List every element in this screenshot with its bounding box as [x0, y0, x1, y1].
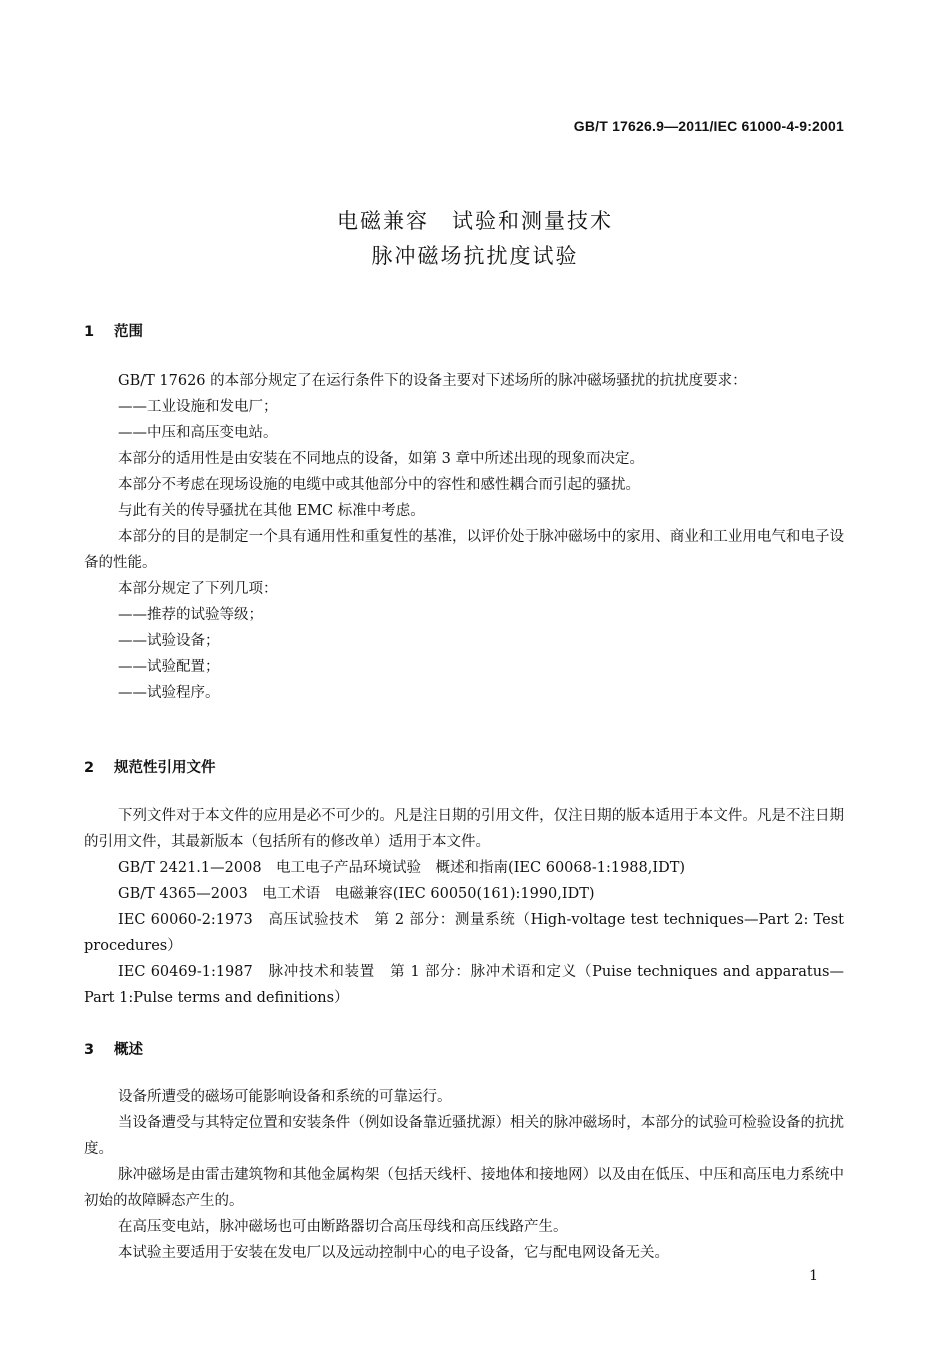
paragraph: 下列文件对于本文件的应用是必不可少的。凡是注日期的引用文件，仅注日期的版本适用于本文件。凡是不注日期的引用文件，其最新版本（包括所有的修改单）适用于本文件。 [84, 808, 844, 850]
section-3-heading [84, 1038, 143, 1059]
paragraph: 当设备遭受与其特定位置和安装条件（例如设备靠近骚扰源）相关的脉冲磁场时，本部分的试验可检验设备的抗扰度。 [84, 1115, 844, 1157]
section-title: 范围 [114, 324, 143, 340]
paragraph: 本部分不考虑在现场设施的电缆中或其他部分中的容性和感性耦合而引起的骚扰。 [118, 477, 640, 493]
list-item: ——工业设施和发电厂； [118, 399, 278, 415]
paragraph: 脉冲磁场是由雷击建筑物和其他金属构架（包括天线杆、接地体和接地网）以及由在低压、中压和高压电力系统中初始的故障瞬态产生的。 [84, 1167, 844, 1209]
document-title-line-1: 电磁兼容 试验和测量技术 [337, 209, 613, 233]
reference-item: IEC 60469-1:1987 脉冲技术和装置 第 1 部分：脉冲术语和定义（Puise techniques and apparatus—Part 1:Pulse terms and definitions） [84, 964, 844, 1006]
section-3-body [84, 1084, 844, 1266]
section-2-body [84, 803, 844, 1011]
list-item: ——试验设备； [118, 633, 220, 649]
page-number: 1 [809, 1268, 818, 1284]
paragraph: 本部分的目的是制定一个具有通用性和重复性的基准，以评价处于脉冲磁场中的家用、商业和工业用电气和电子设备的性能。 [84, 529, 844, 571]
paragraph: 本试验主要适用于安装在发电厂以及远动控制中心的电子设备，它与配电网设备无关。 [118, 1245, 669, 1261]
paragraph: GB/T 17626 的本部分规定了在运行条件下的设备主要对下述场所的脉冲磁场骚扰的抗扰度要求： [118, 373, 747, 389]
section-number: 1 [84, 324, 95, 340]
standard-code: GB/T 17626.9—2011/IEC 61000-4-9:2001 [573, 118, 844, 134]
paragraph: 设备所遭受的磁场可能影响设备和系统的可靠运行。 [118, 1089, 452, 1105]
list-item: ——中压和高压变电站。 [118, 425, 278, 441]
paragraph: 本部分的适用性是由安装在不同地点的设备，如第 3 章中所述出现的现象而决定。 [118, 451, 644, 467]
section-title: 规范性引用文件 [114, 760, 216, 776]
section-2-heading [84, 756, 216, 777]
list-item: ——试验配置； [118, 659, 220, 675]
section-title: 概述 [114, 1042, 143, 1058]
list-item: ——推荐的试验等级； [118, 607, 263, 623]
reference-item: GB/T 2421.1—2008 电工电子产品环境试验 概述和指南(IEC 60068-1:1988,IDT) [118, 860, 686, 876]
paragraph: 与此有关的传导骚扰在其他 EMC 标准中考虑。 [118, 503, 425, 519]
reference-item: IEC 60060-2:1973 高压试验技术 第 2 部分：测量系统（High-voltage test techniques—Part 2: Test procedures） [84, 912, 844, 954]
section-number: 2 [84, 760, 95, 776]
section-1-body [84, 368, 844, 706]
paragraph: 本部分规定了下列几项： [118, 581, 278, 597]
document-title-line-2: 脉冲磁场抗扰度试验 [371, 244, 579, 268]
paragraph: 在高压变电站，脉冲磁场也可由断路器切合高压母线和高压线路产生。 [118, 1219, 568, 1235]
section-number: 3 [84, 1042, 95, 1058]
list-item: ——试验程序。 [118, 685, 220, 701]
section-1-heading [84, 320, 143, 341]
reference-item: GB/T 4365—2003 电工术语 电磁兼容(IEC 60050(161):1990,IDT) [118, 886, 595, 902]
